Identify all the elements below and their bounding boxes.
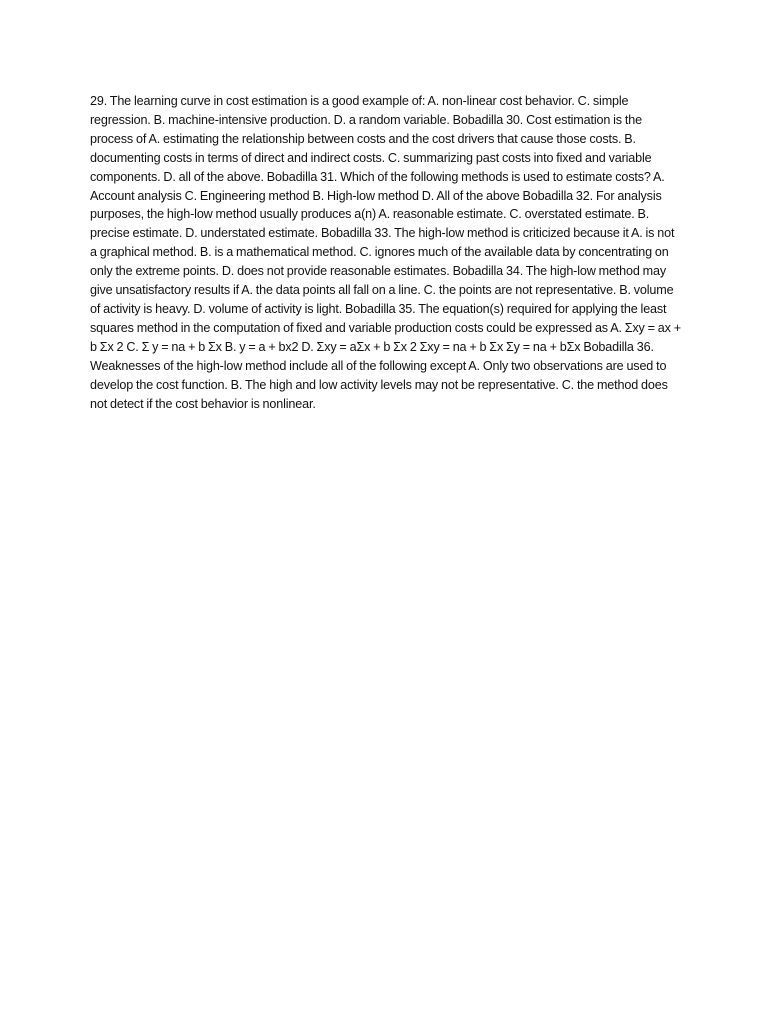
question-paragraph: 29. The learning curve in cost estimation is a good example of: A. non-linear cost behavior. C. simple regression. B. machine-intensive production. D. a random variable. Bobadilla 30. Cost estimation is the process of A. estimating the relationship between costs and the cost drivers that cause those costs. B. documenting costs in terms of direct and indirect costs. C. summarizing past costs into fixed and variable components. D. all of the above. Bobadilla 31. Which of the following methods is used to estimate costs? A. Account analysis C. Engineering method B. High-low method D. All of the above Bobadilla 32. For analysis purposes, the high-low method usually produces a(n) A. reasonable estimate. C. overstated estimate. B. precise estimate. D. understated estimate. Bobadilla 33. The high-low method is criticized because it A. is not a graphical method. B. is a mathematical method. C. ignores much of the available data by concentrating on only the extreme points. D. does not provide reasonable estimates. Bobadilla 34. The high-low method may give unsatisfactory results if A. the data points all fall on a line. C. the points are not representative. B. volume of activity is heavy. D. volume of activity is light. Bobadilla 35. The equation(s) required for applying the least squares method in the computation of fixed and variable production costs could be expressed as A. Σxy = ax + b Σx 2 C. Σ y = na + b Σx B. y = a + bx2 D. Σxy = aΣx + b Σx 2 Σxy = na + b Σx Σy = na + bΣx Bobadilla 36. Weaknesses of the high-low method include all of the following except A. Only two observations are used to develop the cost function. B. The high and low activity levels may not be representative. C. the method does not detect if the cost behavior is nonlinear. (90, 94, 681, 411)
